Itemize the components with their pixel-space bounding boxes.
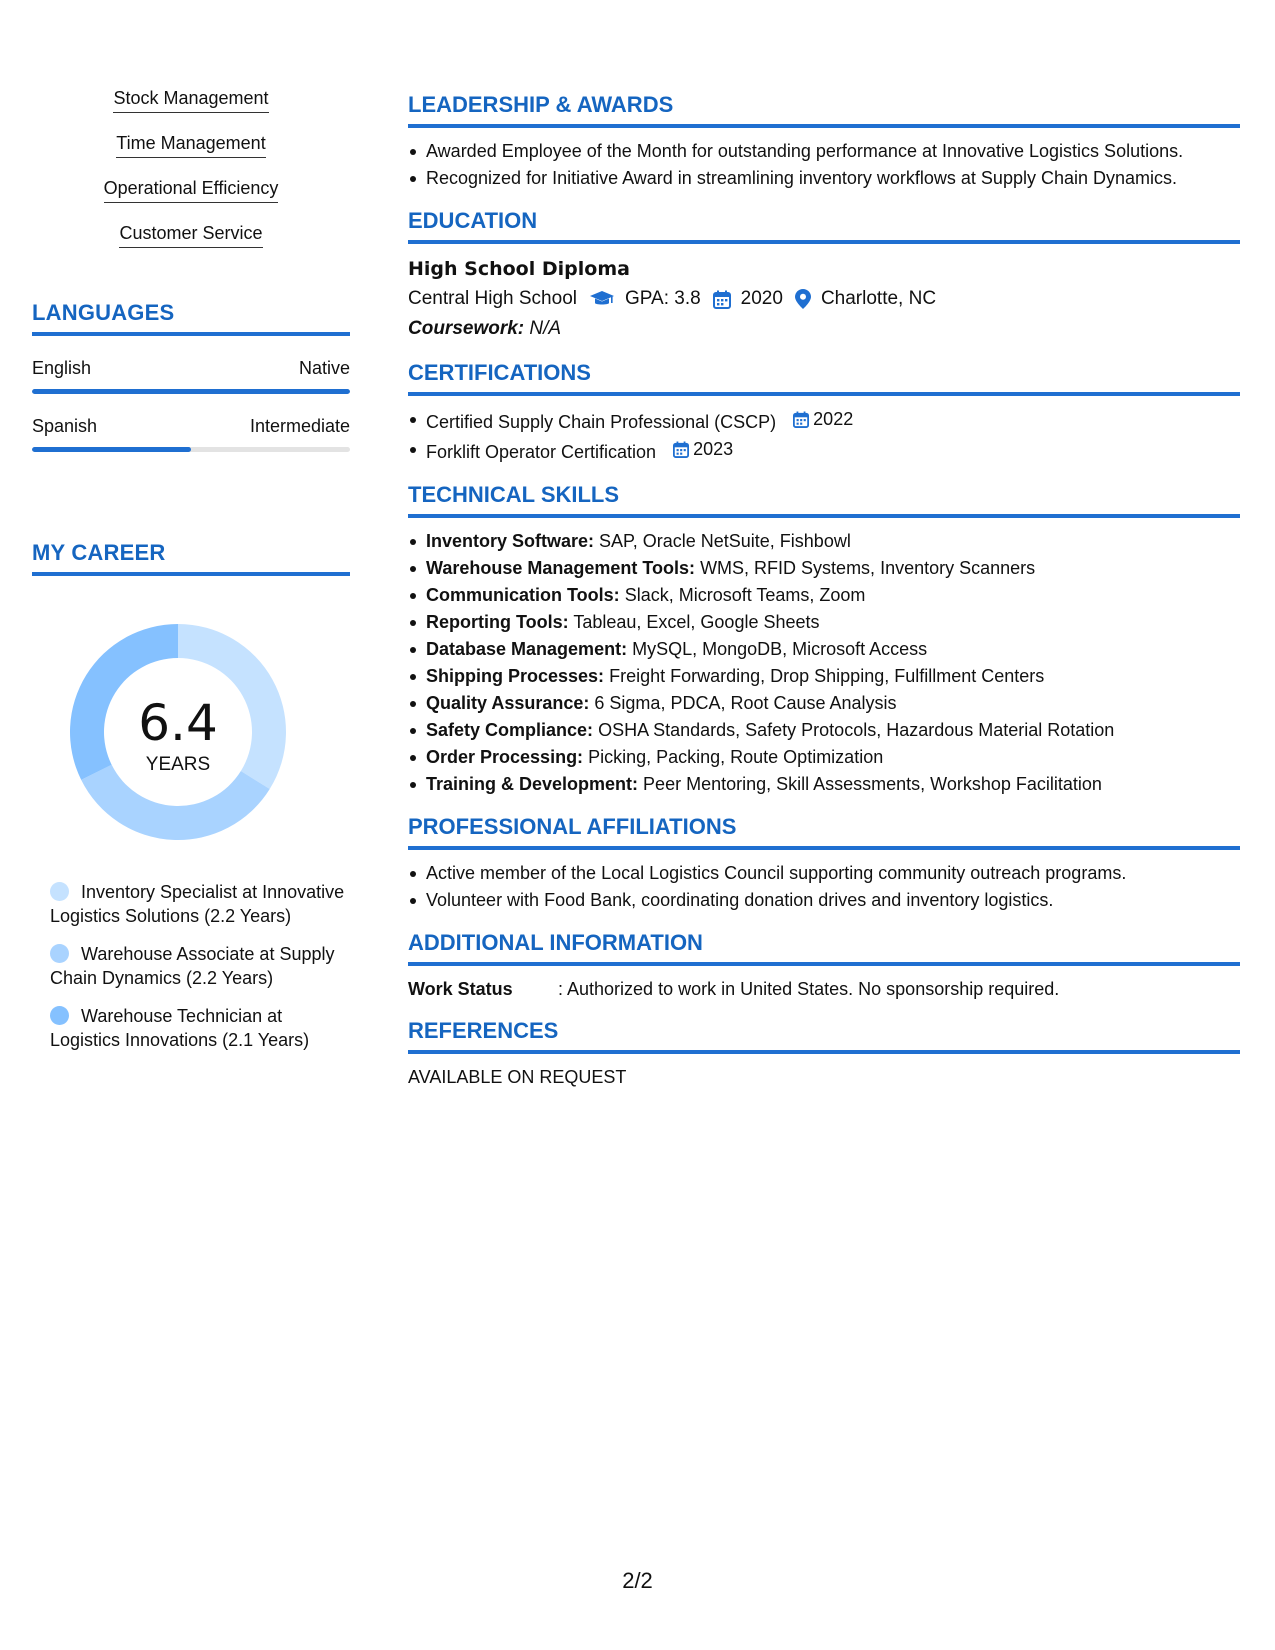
list-item [426, 555, 1240, 582]
career-legend-item [50, 1004, 350, 1052]
languages-heading: LANGUAGES [32, 300, 350, 336]
skill-label: Warehouse Management Tools: [426, 558, 696, 578]
languages-section [32, 300, 350, 452]
list-item [426, 663, 1240, 690]
calendar-icon [673, 441, 689, 458]
degree: High School Diploma [408, 258, 630, 280]
skill-value: Picking, Packing, Route Optimization [588, 747, 884, 767]
language-item [32, 416, 350, 452]
language-level: Intermediate [249, 416, 350, 436]
language-name: Spanish [32, 416, 98, 436]
skill-value: Peer Mentoring, Skill Assessments, Workshop Facilitation [643, 774, 1102, 794]
technical-skills-section [408, 482, 1240, 798]
coursework-value: N/A [529, 318, 562, 339]
career-donut-svg [66, 620, 290, 844]
leadership-heading: LEADERSHIP & AWARDS [408, 92, 1240, 128]
skill-value: Freight Forwarding, Drop Shipping, Fulfillment Centers [609, 666, 1045, 686]
cert-name: Forklift Operator Certification [426, 442, 657, 462]
additional-info-heading: ADDITIONAL INFORMATION [408, 930, 1240, 966]
skill-value: SAP, Oracle NetSuite, Fishbowl [599, 531, 851, 551]
list-item [426, 771, 1240, 798]
skill-label: Quality Assurance: [426, 693, 590, 713]
career-legend-item [50, 942, 350, 990]
skill-value: WMS, RFID Systems, Inventory Scanners [700, 558, 1036, 578]
cert-year: 2023 [693, 439, 734, 459]
calendar-icon [793, 411, 809, 428]
work-status-value: : Authorized to work in United States. No sponsorship required. [558, 979, 1060, 999]
career-heading: MY CAREER [32, 540, 350, 576]
list-item [426, 609, 1240, 636]
skill-value: MySQL, MongoDB, Microsoft Access [632, 639, 928, 659]
language-bar [32, 447, 350, 452]
skill-row [32, 176, 350, 221]
list-item [426, 636, 1240, 663]
skill-value: 6 Sigma, PDCA, Root Cause Analysis [594, 693, 897, 713]
school-name: Central High School [408, 288, 577, 309]
language-bar [32, 389, 350, 394]
skill-row [32, 221, 350, 266]
language-bar-fill [32, 447, 191, 452]
legend-dot [50, 1006, 69, 1025]
legend-dot [50, 882, 69, 901]
list-item [426, 690, 1240, 717]
work-status-row [408, 976, 1240, 1002]
certifications-heading: CERTIFICATIONS [408, 360, 1240, 396]
career-donut-chart [66, 620, 296, 850]
language-item [32, 358, 350, 394]
work-status-label: Work Status [408, 979, 513, 999]
skill-label: Safety Compliance: [426, 720, 594, 740]
coursework [408, 314, 1240, 344]
skill-value: Slack, Microsoft Teams, Zoom [624, 585, 866, 605]
technical-skills-heading: TECHNICAL SKILLS [408, 482, 1240, 518]
coursework-label: Coursework: [408, 318, 525, 339]
references-section [408, 1018, 1240, 1090]
career-section [32, 540, 350, 576]
school-location: Charlotte, NC [820, 288, 937, 309]
skill-item: Customer Service [119, 221, 262, 248]
skill-label: Inventory Software: [426, 531, 595, 551]
career-legend-label: Warehouse Associate at Supply Chain Dynamics (2.2 Years) [50, 944, 335, 988]
education-details [408, 284, 1240, 314]
career-legend [50, 880, 350, 1066]
graduation-year: 2020 [740, 288, 783, 309]
language-level: Native [298, 358, 350, 378]
skill-row [32, 131, 350, 176]
list-item [426, 528, 1240, 555]
skill-label: Reporting Tools: [426, 612, 569, 632]
donut-segment-2 [81, 765, 270, 840]
additional-info-section [408, 930, 1240, 1002]
list-item: Recognized for Initiative Award in streamlining inventory workflows at Supply Chain Dynamics. [426, 165, 1240, 192]
affiliations-section [408, 814, 1240, 914]
certifications-section [408, 360, 1240, 466]
career-total-unit: YEARS [145, 754, 211, 775]
leadership-section [408, 92, 1240, 192]
affiliations-heading: PROFESSIONAL AFFILIATIONS [408, 814, 1240, 850]
list-item [426, 717, 1240, 744]
list-item [426, 436, 1240, 466]
skills-list [32, 86, 350, 266]
references-text: AVAILABLE ON REQUEST [408, 1067, 627, 1087]
skill-value: OSHA Standards, Safety Protocols, Hazardous Material Rotation [598, 720, 1115, 740]
career-legend-item [50, 880, 350, 928]
skill-label: Database Management: [426, 639, 628, 659]
main-column [408, 92, 1240, 1106]
language-name: English [32, 358, 92, 378]
list-item: Awarded Employee of the Month for outstanding performance at Innovative Logistics Solutions. [426, 138, 1240, 165]
list-item [426, 582, 1240, 609]
gpa: GPA: 3.8 [624, 288, 701, 309]
list-item [426, 744, 1240, 771]
skill-label: Communication Tools: [426, 585, 620, 605]
skill-item: Operational Efficiency [104, 176, 279, 203]
language-bar-fill [32, 389, 350, 394]
education-heading: EDUCATION [408, 208, 1240, 244]
graduation-cap-icon [589, 290, 615, 308]
skill-value: Tableau, Excel, Google Sheets [573, 612, 820, 632]
references-heading: REFERENCES [408, 1018, 1240, 1054]
legend-dot [50, 944, 69, 963]
skill-label: Order Processing: [426, 747, 584, 767]
skill-row [32, 86, 350, 131]
cert-name: Certified Supply Chain Professional (CSCP) [426, 412, 777, 432]
skill-item: Stock Management [113, 86, 268, 113]
list-item: Volunteer with Food Bank, coordinating donation drives and inventory logistics. [426, 887, 1240, 914]
cert-year: 2022 [813, 409, 854, 429]
career-legend-label: Warehouse Technician at Logistics Innovations (2.1 Years) [50, 1006, 310, 1050]
list-item [426, 406, 1240, 436]
list-item: Active member of the Local Logistics Council supporting community outreach programs. [426, 860, 1240, 887]
education-section [408, 208, 1240, 344]
career-total-value: 6.4 [138, 694, 218, 752]
career-legend-label: Inventory Specialist at Innovative Logistics Solutions (2.2 Years) [50, 882, 345, 926]
page-number: 2/2 [622, 1568, 653, 1593]
location-pin-icon [795, 289, 811, 309]
skill-label: Training & Development: [426, 774, 639, 794]
skill-label: Shipping Processes: [426, 666, 605, 686]
skill-item: Time Management [116, 131, 265, 158]
calendar-icon [713, 290, 731, 309]
